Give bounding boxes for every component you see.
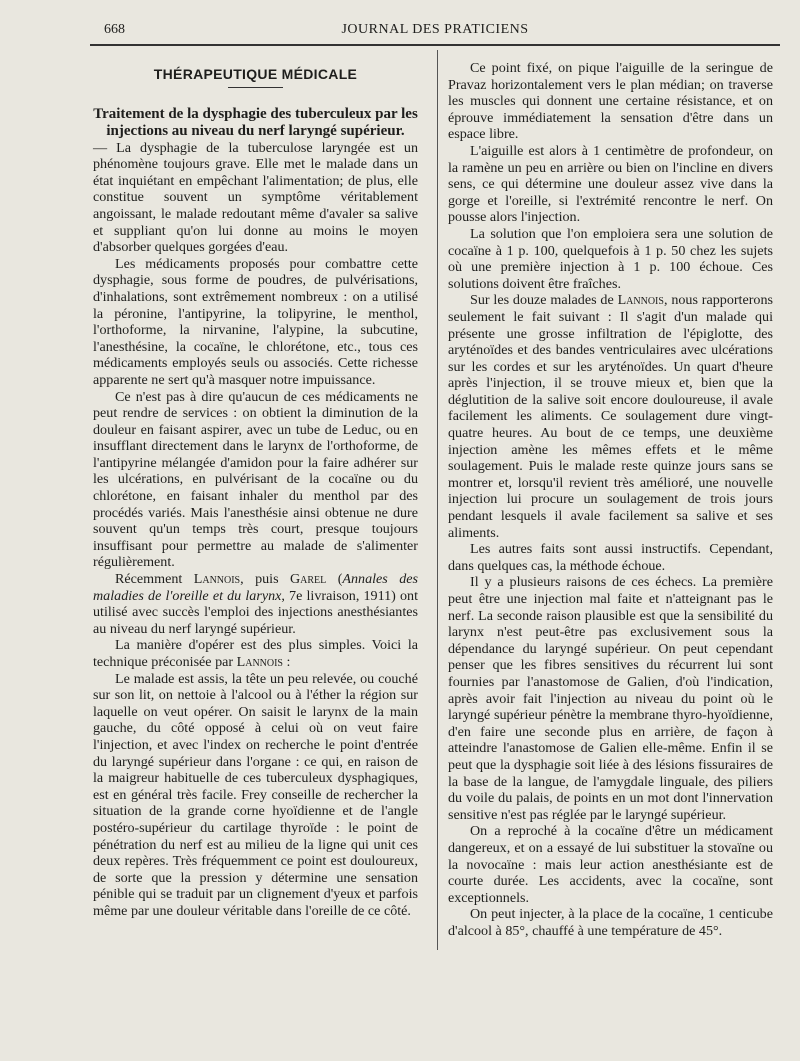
paragraph: Ce n'est pas à dire qu'aucun de ces médicaments ne peut rendre de services : on obtient la diminution de la douleur en faisant aspirer, avec un tube de Leduc, ou en insufflant directement dans le larynx de l'orthoforme, de l'antipyrine mélangée d'amidon pour la faire adhérer sur les ulcérations, en pulvérisant de la cocaïne ou du chlorétone, en faisant inhaler du menthol par des procédés variés. Mais l'anesthésie ainsi obtenue ne dure souvent qu'un temps très court, presque toujours insuffisant pour permettre au malade de s'alimenter régulièrement. xyxy=(93,388,418,571)
section-title-rule xyxy=(228,87,283,88)
column-divider xyxy=(437,50,438,950)
author-garel: Garel xyxy=(289,571,327,588)
left-column xyxy=(93,60,418,920)
paragraph: L'aiguille est alors à 1 centimètre de profondeur, on la ramène un peu en arrière ou bien on l'incline en divers sens, ce qui détermine une douleur assez vive dans la gorge et l'oreille, si l'extrémité rencontre le nerf. On pousse alors l'injection. xyxy=(448,142,773,226)
author-lannois: Lannois xyxy=(617,292,664,309)
running-header xyxy=(90,20,780,42)
paragraph: Ce point fixé, on pique l'aiguille de la seringue de Pravaz horizontalement vers le plan médian; on traverse les muscles qui donnent une certaine résistance, et on éprouve immédiatement la sensation d'être dans un espace libre. xyxy=(448,60,773,143)
paragraph: Le malade est assis, la tête un peu relevée, ou couché sur son lit, on nettoie à l'alcool ou à l'éther la région sur laquelle on veut opérer. On saisit le larynx de la main gauche, du côté opposé à celui où on veut faire l'injection, et avec l'index on recherche le point d'entrée du laryngé supérieur dans l'organe : ce qui, en raison de la maigreur habituelle de ces tuberculeux dysphagiques, est en général très facile. Frey conseille de rechercher la situation de la grande corne hyoïdienne et de l'angle postéro-supérieur du cartilage thyroïde : le point de pénétration du nerf est au milieu de la ligne qui unit ces deux repères. Très fréquemment ce point est douloureux, de sorte que la pression y détermine une sensation pénible qui se traduit par un clignement d'yeux et parfois même par une douleur véritable dans l'oreille de ce côté. xyxy=(93,670,418,919)
paragraph: Les autres faits sont aussi instructifs. Cependant, dans quelques cas, la méthode échoue. xyxy=(448,541,773,574)
paragraph: Il y a plusieurs raisons de ces échecs. La première peut être une injection mal faite et n'atteignant pas le nerf. La seconde raison plausible est que la sensibilité du larynx n'est peut-être pas exclusivement sous la dépendance du laryngé supérieur. On peut cependant penser que les fibres sensitives du récurrent lui sont fournies par l'anastomose de Galien, d'où l'indication, après avoir fait l'injection au niveau du point où le laryngé supérieur pénètre la membrane thyro-hyoïdienne, d'en faire une seconde plus en arrière, de façon à atteindre l'anastomose de Galien elle-même. Enfin il se peut que la dysphagie soit liée à des lésions fissuraires de la base de la langue, de l'amygdale linguale, des piliers du voile du palais, de points en un mot dont l'innervation sensitive n'est pas réglée par le laryngé supérieur. xyxy=(448,574,773,823)
paragraph-recent: Récemment Lannois, puis Garel (Annales des maladies de l'oreille et du larynx, 7e livraison, 1911) ont utilisé avec succès l'emploi des injections anesthésiantes au niveau du nerf laryngé supérieur. xyxy=(93,571,419,637)
paragraph: Les médicaments proposés pour combattre cette dysphagie, sous forme de poudres, de pulvérisations, d'inhalations, sont extrêmement nombreux : on a utilisé la péronine, l'antipyrine, la tolipyrine, le menthol, l'orthoforme, la nirvanine, l'alypine, la subcutine, l'anesthésine, la cocaïne, le chlorétone, etc., tous ces médicaments employés seuls ou associés. Cette richesse apparente ne sert qu'à masquer notre impuissance. xyxy=(93,255,418,388)
author-lannois: Lannois xyxy=(193,571,241,588)
paragraph: On a reproché à la cocaïne d'être un médicament dangereux, et on a essayé de lui substituer la stovaïne ou la novocaïne : mais leur action anesthésiante est de courte durée. Les accidents, avec la cocaïne, sont exceptionnels. xyxy=(448,823,773,906)
page-number: 668 xyxy=(104,22,125,37)
paragraph-twelve-patients: Sur les douze malades de Lannois, nous rapporterons seulement le fait suivant : Il s'agit d'un malade qui présente une grosse infiltration de l'épiglotte, des aryténoïdes et des bandes ventriculaires avec ulcérations sur les cordes et sur les aryténoïdes. Un quart d'heure après l'injection, il se trouve mieux et, bien que la déglutition de la salive soit encore douloureuse, il avale facilement les aliments. Ce soulagement dure vingt-quatre heures. Au bout de ce temps, une deuxième injection amène les mêmes effets et le même soulagement. Puis le malade reste quinze jours sans se montrer et, lorsqu'il revient très amélioré, une nouvelle injection lui procure un soulagement de trois jours pendant lesquels il avale facilement sa salive et ses aliments. xyxy=(448,292,774,541)
right-column xyxy=(448,60,773,939)
journal-citation: Annales des maladies de l'oreille et du larynx xyxy=(93,571,418,604)
article-title: Traitement de la dysphagie des tuberculeux par les injections au niveau du nerf laryngé supérieur. xyxy=(93,105,418,139)
section-title: THÉRAPEUTIQUE MÉDICALE xyxy=(153,66,358,82)
author-lannois: Lannois xyxy=(236,654,283,670)
paragraph: On peut injecter, à la place de la cocaïne, 1 centicube d'alcool à 85°, chauffé à une température de 45°. xyxy=(448,906,773,939)
paragraph: La solution que l'on emploiera sera une solution de cocaïne à 1 p. 100, quelquefois à 1 p. 50 chez les sujets où une première injection à 1 p. 100 échoue. Ces solutions doivent être fraîches. xyxy=(448,225,773,292)
journal-title: JOURNAL DES PRATICIENS xyxy=(341,22,529,37)
header-rule xyxy=(90,44,780,46)
paragraph: — La dysphagie de la tuberculose laryngée est un phénomène toujours grave. Elle met le malade dans un état inquiétant en empêchant l'alimentation; de plus, elle constitue souvent un symptôme véritablement angoissant, le malade redoutant même d'avaler sa salive et suppliant qu'on lui donne au moins le moyen d'absorber quelques gorgées d'eau. xyxy=(93,139,418,256)
paragraph-technique: La manière d'opérer est des plus simples. Voici la technique préconisée par Lannois : xyxy=(93,637,418,670)
